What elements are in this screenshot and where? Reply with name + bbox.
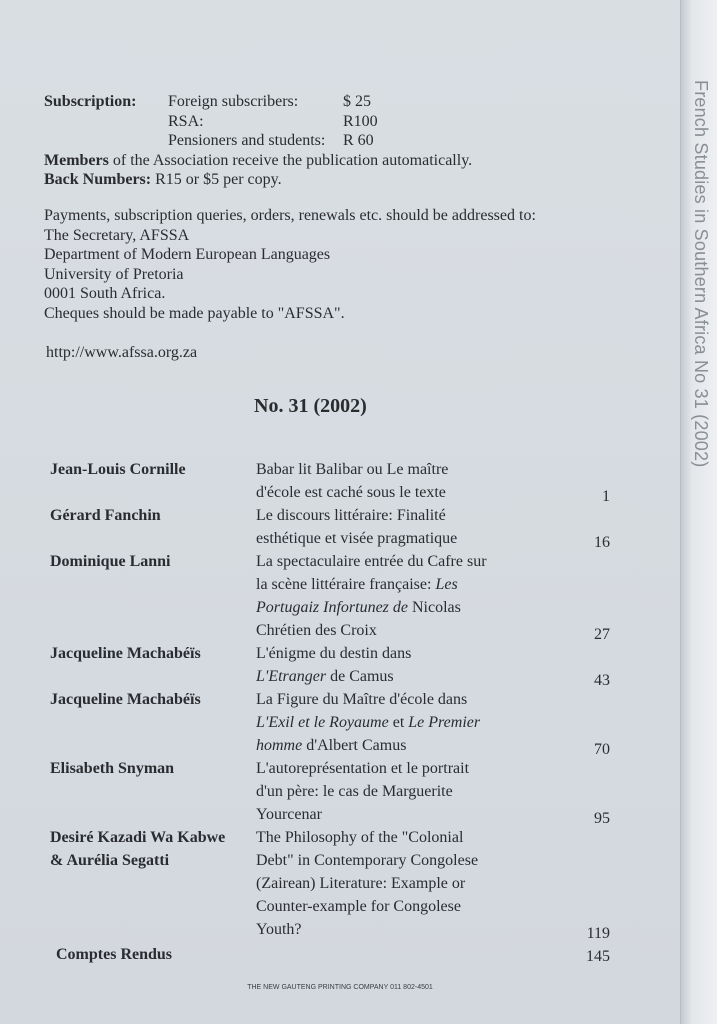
toc-author — [50, 757, 256, 826]
toc-title — [256, 757, 526, 826]
back-numbers-text: R15 or $5 per copy. — [155, 171, 282, 188]
toc-title-line: (Zairean) Literature: Example or — [256, 875, 466, 892]
toc-page-number: 16 — [594, 534, 610, 551]
toc-title-line: The Philosophy of the "Colonial — [256, 829, 464, 846]
toc-title-line: la scène littéraire française: Les — [256, 576, 458, 593]
toc-title-line: Yourcenar — [256, 806, 322, 823]
toc-title-line: La spectaculaire entrée du Cafre sur — [256, 553, 487, 570]
payments-line: 0001 South Africa. — [44, 285, 166, 303]
toc-title — [256, 688, 526, 757]
toc-title-line: Portugaiz Infortunez de Nicolas — [256, 599, 461, 616]
payments-line: University of Pretoria — [44, 265, 184, 283]
subscription-category: RSA: — [168, 112, 204, 130]
toc-entry — [50, 826, 610, 941]
toc-author — [50, 943, 262, 966]
toc-author-line: Jacqueline Machabéïs — [50, 691, 201, 708]
website-url: http://www.afssa.org.za — [46, 344, 198, 361]
toc-title-line: L'autoreprésentation et le portrait — [256, 760, 470, 777]
toc-title-line: Youth? — [256, 921, 302, 938]
subscription-price: R 60 — [343, 132, 374, 149]
toc-entry — [50, 642, 610, 688]
toc-author — [50, 688, 256, 757]
subscription-row — [44, 112, 472, 132]
toc-author — [50, 642, 256, 688]
toc-title-line: L'Exil et le Royaume et Le Premier — [256, 714, 481, 731]
back-numbers-line — [44, 170, 472, 190]
subscription-category: Pensioners and students: — [168, 132, 326, 149]
toc-title-line: Le discours littéraire: Finalité — [256, 507, 446, 524]
toc-title-line: esthétique et visée pragmatique — [256, 530, 458, 547]
toc-page-number: 70 — [594, 741, 610, 758]
toc-page-number: 43 — [594, 672, 610, 689]
subscription-block — [44, 92, 472, 190]
toc-author-line: Gérard Fanchin — [50, 507, 161, 524]
toc-author-line: Desiré Kazadi Wa Kabwe — [50, 829, 226, 846]
toc-title-line: d'école est caché sous le texte — [256, 484, 446, 501]
toc-author — [50, 504, 256, 550]
toc-entry — [50, 458, 610, 504]
toc-title-line: L'énigme du destin dans — [256, 645, 412, 662]
payments-line: The Secretary, AFSSA — [44, 226, 190, 244]
toc-title-line: Babar lit Balibar ou Le maître — [256, 461, 449, 478]
toc-author-line: Dominique Lanni — [50, 553, 171, 570]
payments-line: Cheques should be made payable to "AFSSA". — [44, 304, 345, 322]
subscription-price: R100 — [343, 112, 378, 130]
toc-author — [50, 458, 256, 504]
members-label: Members — [44, 151, 109, 169]
toc-entry — [50, 688, 610, 757]
toc-author-line: Jean-Louis Cornille — [50, 461, 186, 478]
toc-author-line: & Aurélia Segatti — [50, 852, 170, 869]
toc-title — [256, 826, 526, 941]
members-line — [44, 151, 472, 171]
toc-title-line: homme d'Albert Camus — [256, 737, 407, 754]
subscription-heading: Subscription: — [44, 93, 137, 110]
toc-page-number: 95 — [594, 810, 610, 827]
payments-line: Payments, subscription queries, orders, renewals etc. should be addressed to: — [44, 207, 536, 224]
toc-entry — [50, 757, 610, 826]
toc-title — [256, 642, 526, 688]
toc-title-line: L'Etranger de Camus — [256, 668, 394, 685]
toc-title — [256, 504, 526, 550]
toc-title-line: Debt" in Contemporary Congolese — [256, 852, 479, 869]
toc-author — [50, 550, 256, 642]
spine-title: French Studies in Southern Africa No 31 (2002) — [691, 80, 711, 468]
toc-entry — [50, 943, 610, 966]
toc-title-line: Counter-example for Congolese — [256, 898, 461, 915]
toc-page-number: 1 — [602, 488, 610, 505]
toc-title-line: Chrétien des Croix — [256, 622, 377, 639]
subscription-category: Foreign subscribers: — [168, 93, 299, 110]
toc-title-line: d'un père: le cas de Marguerite — [256, 783, 453, 800]
table-of-contents — [50, 458, 610, 966]
toc-title — [262, 943, 532, 966]
members-text: of the Association receive the publication automatically. — [112, 151, 473, 169]
toc-author-line: Elisabeth Snyman — [50, 760, 175, 777]
toc-entry — [50, 504, 610, 550]
toc-page-number: 145 — [586, 948, 610, 965]
printer-footer: THE NEW GAUTENG PRINTING COMPANY 011 802-4501 — [247, 984, 433, 991]
toc-entry — [50, 550, 610, 642]
back-numbers-label: Back Numbers: — [44, 171, 152, 188]
payments-block — [44, 206, 536, 324]
toc-title — [256, 458, 526, 504]
toc-author-line: Comptes Rendus — [56, 946, 173, 963]
toc-page-number: 27 — [594, 626, 610, 643]
subscription-row — [44, 131, 472, 151]
subscription-row — [44, 92, 472, 112]
toc-title-line: La Figure du Maître d'école dans — [256, 691, 468, 708]
subscription-price: $ 25 — [343, 93, 371, 110]
payments-line: Department of Modern European Languages — [44, 246, 331, 264]
issue-heading: No. 31 (2002) — [254, 395, 367, 417]
toc-author — [50, 826, 256, 941]
toc-page-number: 119 — [586, 925, 610, 942]
toc-title — [256, 550, 526, 642]
toc-author-line: Jacqueline Machabéïs — [50, 645, 201, 662]
